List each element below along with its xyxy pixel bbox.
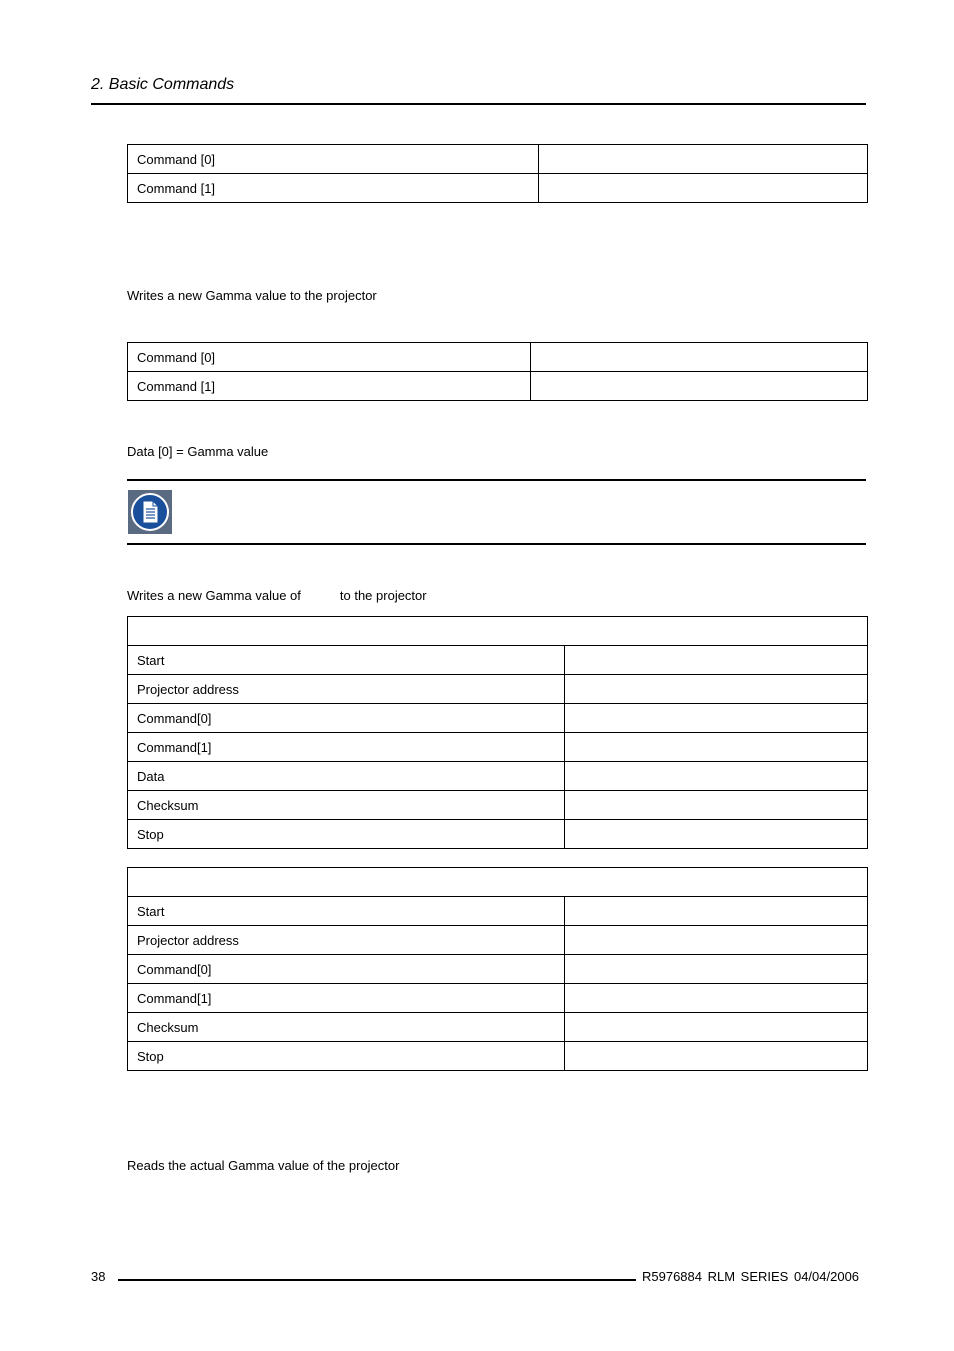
table-row [128,820,868,849]
cell-label: Command [0] [128,145,539,174]
example-line [127,588,427,603]
write-description: Writes a new Gamma value to the projector [127,288,377,303]
table-header [128,868,868,897]
cell-value [565,1042,868,1071]
table-row [128,762,868,791]
cell-value [539,174,868,203]
cell-label: Stop [128,820,565,849]
send-table [127,616,868,849]
cell-value [565,675,868,704]
cell-value [565,704,868,733]
table-row [128,343,868,372]
page-number: 38 [91,1269,106,1284]
table-row [128,926,868,955]
cell-value [565,1013,868,1042]
cell-label: Start [128,646,565,675]
cell-value [565,820,868,849]
cell-value [565,791,868,820]
note-icon [128,490,172,534]
command-table-1 [127,144,868,203]
cell-value [565,955,868,984]
table-row [128,1013,868,1042]
note-bottom-divider [127,543,866,545]
cell-label: Command[0] [128,704,565,733]
cell-label: Projector address [128,675,565,704]
cell-label: Command[1] [128,733,565,762]
header-divider [91,103,866,105]
table-header [128,617,868,646]
table-row [128,675,868,704]
table-row [128,984,868,1013]
cell-label: Checksum [128,1013,565,1042]
table-row [128,791,868,820]
table-row [128,646,868,675]
cell-value [531,372,868,401]
cell-label: Start [128,897,565,926]
data-description: Data [0] = Gamma value [127,444,269,459]
cell-label: Command [1] [128,174,539,203]
cell-value [565,733,868,762]
table-row [128,372,868,401]
cell-value [565,897,868,926]
example-text-after: to the projector [339,588,427,603]
cell-label: Data [128,762,565,791]
document-reference: R5976884 RLM SERIES 04/04/2006 [642,1269,860,1284]
cell-value [531,343,868,372]
example-text-before: Writes a new Gamma value of [127,588,301,603]
cell-label: Projector address [128,926,565,955]
table-header-row [128,617,868,646]
acknowledge-table [127,867,868,1071]
read-description: Reads the actual Gamma value of the projector [127,1158,400,1173]
note-top-divider [127,479,866,481]
table-row [128,733,868,762]
cell-value [565,926,868,955]
command-table-2 [127,342,868,401]
section-title: 2. Basic Commands [91,76,235,93]
cell-value [539,145,868,174]
cell-value [565,984,868,1013]
table-row [128,897,868,926]
cell-label: Command [0] [128,343,531,372]
table-header-row [128,868,868,897]
table-row [128,145,868,174]
cell-label: Stop [128,1042,565,1071]
footer-divider [118,1279,636,1281]
table-row [128,1042,868,1071]
cell-label: Command [1] [128,372,531,401]
cell-value [565,762,868,791]
cell-label: Command[1] [128,984,565,1013]
table-row [128,704,868,733]
cell-value [565,646,868,675]
table-row [128,174,868,203]
cell-label: Checksum [128,791,565,820]
table-row [128,955,868,984]
cell-label: Command[0] [128,955,565,984]
